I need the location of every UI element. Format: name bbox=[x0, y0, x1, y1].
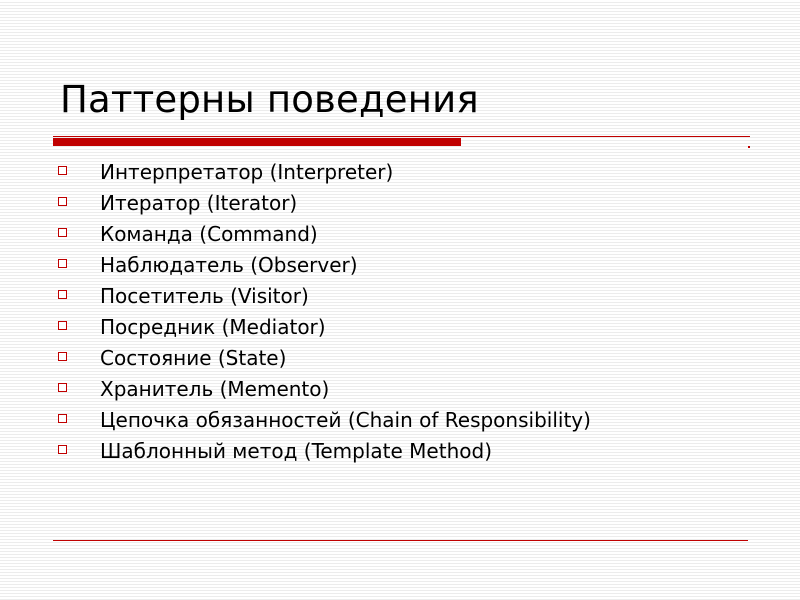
list-item-text: Посетитель (Visitor) bbox=[100, 284, 309, 308]
list-item-text: Хранитель (Memento) bbox=[100, 377, 330, 401]
list-item-text: Посредник (Mediator) bbox=[100, 315, 326, 339]
square-bullet-icon bbox=[58, 259, 67, 268]
square-bullet-icon bbox=[58, 228, 67, 237]
square-bullet-icon bbox=[58, 445, 67, 454]
list-item-text: Состояние (State) bbox=[100, 346, 287, 370]
list-item-text: Шаблонный метод (Template Method) bbox=[100, 439, 492, 463]
list-item-text: Цепочка обязанностей (Chain of Responsibility) bbox=[100, 408, 591, 432]
square-bullet-icon bbox=[58, 352, 67, 361]
footer-rule bbox=[53, 540, 748, 541]
title-underline-thin bbox=[53, 136, 750, 137]
square-bullet-icon bbox=[58, 383, 67, 392]
title-underline-mark bbox=[748, 146, 750, 148]
slide-title: Паттерны поведения bbox=[60, 78, 479, 121]
title-underline-thick bbox=[53, 138, 461, 146]
list-item-text: Итератор (Iterator) bbox=[100, 191, 298, 215]
square-bullet-icon bbox=[58, 290, 67, 299]
square-bullet-icon bbox=[58, 321, 67, 330]
list-item-text: Команда (Command) bbox=[100, 222, 318, 246]
square-bullet-icon bbox=[58, 166, 67, 175]
list-item-text: Интерпретатор (Interpreter) bbox=[100, 160, 394, 184]
square-bullet-icon bbox=[58, 197, 67, 206]
list-item-text: Наблюдатель (Observer) bbox=[100, 253, 358, 277]
square-bullet-icon bbox=[58, 414, 67, 423]
